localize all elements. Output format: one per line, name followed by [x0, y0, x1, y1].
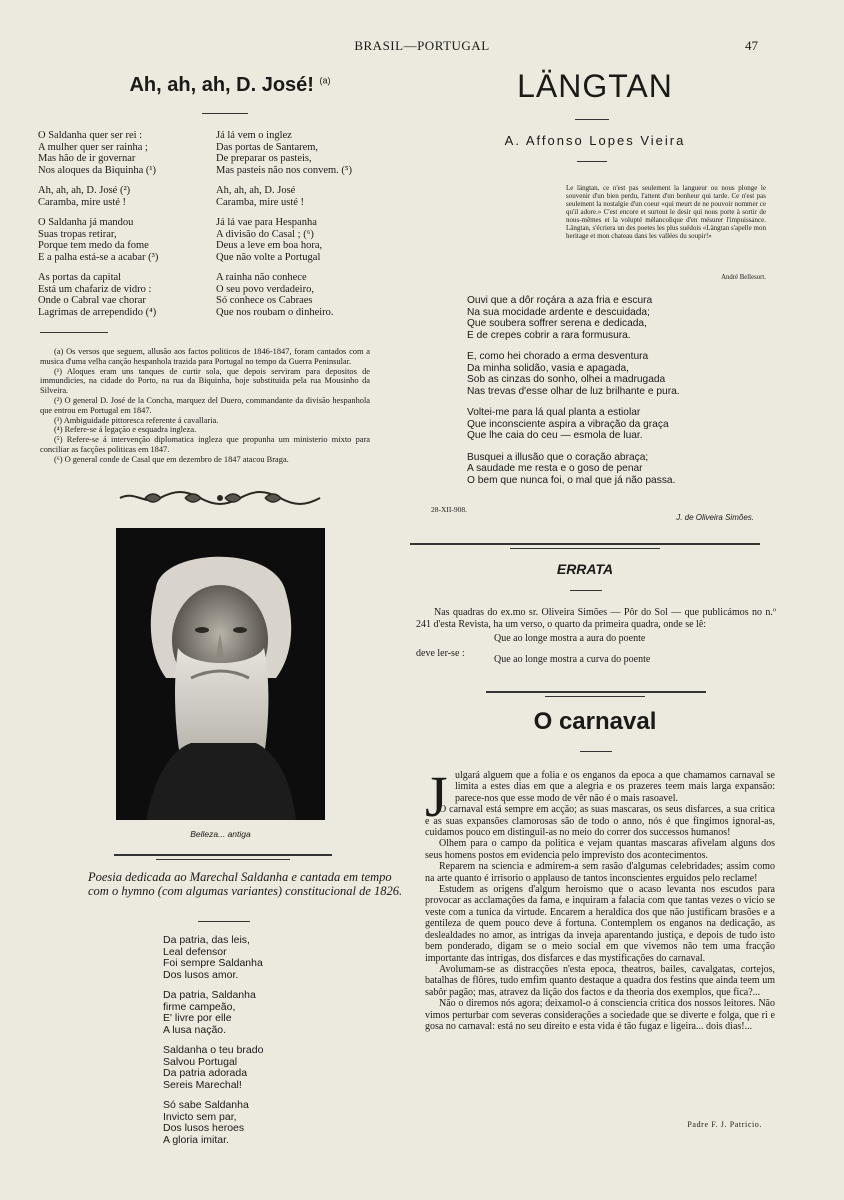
- verse-line: Sereis Marechal!: [163, 1078, 242, 1091]
- verse-line: E, como hei chorado a erma desventura: [467, 351, 649, 362]
- footnote: (¹) Aloques eram uns tanques de curtir sola, que depois serviram para depositos de immundicies, na cidade do Porto, na rua da Biquinha, hoje substituida pela rua Mousinho da Silveira.: [40, 366, 370, 396]
- stanza: [38, 272, 158, 318]
- running-header: BRASIL—PORTUGAL: [354, 38, 490, 53]
- langtan-author: A. Affonso Lopes Vieira: [504, 133, 686, 148]
- verse-line: Suas tropas retirar,: [38, 228, 117, 240]
- verse-line: E de crepes cobrir a rara formusura.: [467, 329, 631, 341]
- article-paragraph: O carnaval está sempre em acção; as suas mascaras, os seus disfarces, a sua critica e as suas expansões clamorosas são de todo o anno, nós é que fingimos ignoral-as, cuidamos pouco em distinguil-as no meio do correr dos successos humanos!: [425, 804, 775, 839]
- verse-line: Que nos roubam o dinheiro.: [216, 306, 334, 318]
- verse-line: Na sua mocidade ardente e descuidada;: [467, 306, 650, 318]
- verse-line: Leal defensor: [163, 945, 227, 958]
- verse-line: Mas hão de ir governar: [38, 153, 136, 164]
- verse-line: Voltei-me para lá qual planta a estiolar: [467, 407, 641, 418]
- verse-line: Só sabe Saldanha: [163, 1099, 249, 1111]
- verse-line: Já lá vem o inglez: [216, 130, 292, 141]
- poem-title-text: Ah, ah, ah, D. José!: [129, 74, 314, 96]
- footnote: (³) Ambiguidade pittoresca referente á cavallaria.: [54, 415, 219, 425]
- verse-line: Busquei a illusão que o coração abraça;: [467, 451, 649, 463]
- errata-text: Nas quadras do ex.mo sr. Oliveira Simões — Pôr do Sol — que publicámos no n.º 241 d'esta Revista, ha um verso, o quarto da primeira quadra, onde se lê:: [416, 607, 776, 630]
- langtan-verses: [467, 295, 680, 496]
- stanza: [38, 185, 158, 208]
- langtan-rule: [575, 119, 609, 120]
- errata-rule-small: [570, 590, 602, 591]
- article-paragraph: ulgará alguem que a folia e os enganos da epoca a que chamamos carnaval se limita a estes dias em que a alegria e os prazeres teem mais larga expansão: parece-nos que esse modo de vêr não é o mais rasoavel.: [455, 770, 775, 804]
- verse-line: Saldanha o teu brado: [163, 1044, 264, 1056]
- verse-line: Da patria adorada: [163, 1067, 248, 1079]
- verse-line: A divisão do Casal ; (⁶): [216, 228, 314, 240]
- verse-line: Caramba, mire usté !: [38, 196, 127, 208]
- footnotes: [40, 347, 370, 465]
- langtan-date: 28-XII-908.: [431, 505, 468, 514]
- verse-line: Que soubera soffrer serena e dedicada,: [467, 318, 647, 329]
- verse-line: E' livre por elle: [163, 1012, 232, 1024]
- verse-line: Dos lusos heroes: [163, 1122, 245, 1134]
- carnaval-dropcap: J: [425, 764, 448, 829]
- portrait-caption: Belleza... antiga: [190, 829, 251, 839]
- bearded-man-portrait: [116, 528, 325, 820]
- carnaval-article: [425, 764, 775, 1032]
- author-rule: [577, 161, 607, 162]
- verse-line: E a palha está-se a acabar (³): [38, 251, 159, 263]
- article-paragraph: Estudem as origens d'algum heroismo que o acaso levanta nos escudos para provocar as acclamações da fama, e inquiram a falacia com que tantas vezes o vicio se veste com a tunica da virtude. Encarem a heraldica dos que não justificam brasões e a gentileza de quem pouco deve á fortuna. Contemplem os enganos na dedicação, as deslealdades no amor, as intrigas da inveja aparentando justiça, e depois de tudo isto bem ponderado, digam se o meio social em que vivemos não tem uma fracção importante das intrigas, dos disfarces e das mystificações do carnaval.: [425, 884, 775, 964]
- verse-line: Nas trevas d'esse olhar de luz brilhante e pura.: [467, 385, 680, 397]
- errata-title: ERRATA: [556, 561, 614, 577]
- stanza: [216, 185, 352, 208]
- verse-line: Lagrimas de arrependido (⁴): [38, 306, 157, 318]
- footnote-rule: [40, 332, 108, 333]
- verse-line: Deus a leve em boa hora,: [216, 240, 323, 251]
- footnote: (²) O general D. José de la Concha, marquez del Duero, commandante da divisão hespanhola que entrou em Portugal em 1847.: [40, 395, 370, 415]
- verse-line: Só conhece os Cabraes: [216, 295, 313, 306]
- carnaval-rule-top: [486, 691, 706, 693]
- langtan-signature: J. de Oliveira Simões.: [676, 513, 754, 522]
- footnote: (⁶) O general conde de Casal que em dezembro de 1847 atacou Braga.: [54, 454, 289, 464]
- ornament-divider: [115, 488, 325, 508]
- carnaval-title: O carnaval: [533, 708, 657, 735]
- verse-line: O Saldanha quer ser rei :: [38, 130, 143, 141]
- verse-line: O bem que nunca foi, o mal que já não passa.: [467, 474, 676, 486]
- verse-line: Invicto sem par,: [163, 1110, 237, 1123]
- poem-right-column: [216, 130, 352, 327]
- footnote: (⁵) Refere-se á intervenção diplomatica ingleza que propunha um ministerio mixto para conciliar as facções politicas em 1847.: [40, 435, 370, 454]
- verse-line: A lusa nação.: [163, 1023, 227, 1036]
- page-number: 47: [745, 38, 758, 53]
- verse-line: De preparar os pasteis,: [216, 153, 312, 164]
- verse-line: As portas da capital: [38, 272, 122, 283]
- stanza: [467, 295, 680, 341]
- verse-line: Que lhe caia do ceu — esmola de luar.: [467, 430, 643, 441]
- verse-line: Porque tem medo da fome: [38, 240, 149, 251]
- stanza: [38, 130, 158, 176]
- stanza: [216, 217, 352, 263]
- portrait-photo: [116, 528, 325, 820]
- verse-line: Mas pasteis não nos convem. (⁵): [216, 164, 353, 176]
- errata-correction: [416, 647, 776, 665]
- article-paragraph: Olhem para o campo da politica e vejam quantas mascaras afivelam alguns dos seus homens postos em evidencia pelo imprevisto dos acontecimentos.: [425, 838, 775, 861]
- hymn-rule-small: [198, 921, 250, 922]
- stanza: [38, 217, 158, 263]
- stanza: [163, 1045, 263, 1091]
- article-paragraph: Reparem na sciencia e admirem-a sem rasão d'algumas celebridades; assim como na arte quanto é irrisorio o applauso de tantos inconscientes erguidos pelo reclame!: [425, 861, 775, 884]
- errata-wrong-line: Que ao longe mostra a aura do poente: [494, 633, 646, 644]
- verse-line: Sob as cinzas do sonho, olhei a madrugada: [467, 374, 666, 385]
- verse-line: Da patria, Saldanha: [163, 989, 256, 1001]
- poem-left-column: [38, 130, 158, 327]
- footnote: (a) Os versos que seguem, allusão aos factos politicos de 1846-1847, foram cantados com a musica d'uma velha canção hespanhola trazida para Portugal no tempo da Guerra Peninsular.: [40, 347, 370, 366]
- stanza: [216, 272, 352, 318]
- stanza: [467, 351, 680, 397]
- verse-line: Das portas de Santarem,: [216, 141, 319, 153]
- footnote: (⁴) Refere-se á legação e esquadra ingleza.: [54, 425, 197, 435]
- verse-line: A rainha não conhece: [216, 272, 307, 283]
- verse-line: Salvou Portugal: [163, 1055, 238, 1068]
- verse-line: O seu povo verdadeiro,: [216, 283, 314, 295]
- errata-correct-line: Que ao longe mostra a curva do poente: [494, 653, 651, 665]
- article-paragraph: Avolumam-se as distracções n'esta epoca, theatros, bailes, cavalgatas, cortejos, batalhas de flôres, tudo emfim quanto destaque a quadra dos festins que ainda teem um sabôr pagão; mas, atravez da lição dos factos e da theoria dos exemplos, que fica?...: [425, 963, 775, 998]
- verse-line: Já lá vae para Hespanha: [216, 217, 317, 228]
- stanza: [467, 452, 680, 487]
- verse-line: firme campeão,: [163, 1000, 236, 1013]
- carnaval-rule-thin: [545, 696, 645, 697]
- verse-line: Foi sempre Saldanha: [163, 957, 263, 969]
- verse-line: A gloria imitar.: [163, 1133, 229, 1146]
- verse-line: Da patria, das leis,: [163, 934, 250, 946]
- carnaval-signature: Padre F. J. Patricio.: [687, 1120, 762, 1129]
- poem-title-note: (a): [319, 75, 331, 86]
- verse-line: Dos lusos amor.: [163, 968, 239, 981]
- stanza: [216, 130, 352, 176]
- poem-title: [80, 74, 380, 97]
- hymn-verses: [163, 935, 263, 1155]
- verse-line: Caramba, mire usté !: [216, 196, 305, 208]
- epigraph-author: André Bellesort.: [721, 274, 766, 281]
- verse-line: Ouvi que a dôr roçára a aza fria e escura: [467, 295, 653, 306]
- verse-line: A mulher quer ser rainha ;: [38, 141, 148, 153]
- verse-line: Onde o Cabral vae chorar: [38, 295, 146, 306]
- article-paragraph: Não o diremos nós agora; deixamol-o á consciencia critica dos nossos leitores. Não vimos perturbar com severas considerações a sociedade que se diverte e folga, que ri e gosa no carnaval: está no seu direito e esta vida é tão fugaz e ligeira... dois dias!...: [425, 998, 775, 1032]
- hymn-rule-top: [114, 854, 332, 856]
- verse-line: Que inconsciente aspira a vibração da graça: [467, 418, 669, 430]
- verse-line: Está um chafariz de vidro :: [38, 283, 152, 295]
- verse-line: Nos aloques da Biquinha (¹): [38, 164, 157, 176]
- stanza: [467, 407, 680, 442]
- verse-line: Da minha solidão, vasia e apagada,: [467, 362, 629, 374]
- verse-line: O Saldanha já mandou: [38, 217, 134, 228]
- stanza: [163, 935, 263, 981]
- errata-correct-label: deve ler-se :: [416, 647, 465, 659]
- stanza: [163, 990, 263, 1036]
- errata-body: [416, 607, 776, 665]
- hymn-intro: Poesia dedicada ao Marechal Saldanha e cantada em tempo com o hymno (com algumas variantes) constitucional de 1826.: [88, 870, 403, 898]
- verse-line: Ah, ah, ah, D. José (²): [38, 185, 131, 196]
- title-rule: [202, 113, 248, 114]
- verse-line: Que não volte a Portugal: [216, 251, 321, 263]
- stanza: [163, 1100, 263, 1146]
- carnaval-rule-small: [580, 751, 612, 752]
- errata-rule-top: [410, 543, 760, 545]
- verse-line: Ah, ah, ah, D. José: [216, 185, 296, 196]
- verse-line: A saudade me resta e o goso de penar: [467, 463, 643, 474]
- langtan-epigraph: Le längtan, ce n'est pas seulement la langueur ou nous plonge le souvenir d'un bien perdu, l'attent d'un bonheur qui tarde. Ce n'est pas seulement la nostalgie d'un coeur «qui meurt de ne pouvoir nommer ce qu'il adore.» C'est encore et surtout le desir qui nous porte à sortir de nous-mêmes et la volupté mélancolique d'en mésurer l'impuissance. Längtan, s'écriera un des poetes les plus suédois «Längtan s'apelle mon heritage et mon chateau dans les vallées du soupir!»: [566, 184, 766, 240]
- errata-rule-thin: [510, 548, 660, 549]
- hymn-rule-thin: [156, 859, 290, 860]
- langtan-title: LÄNGTAN: [517, 68, 673, 104]
